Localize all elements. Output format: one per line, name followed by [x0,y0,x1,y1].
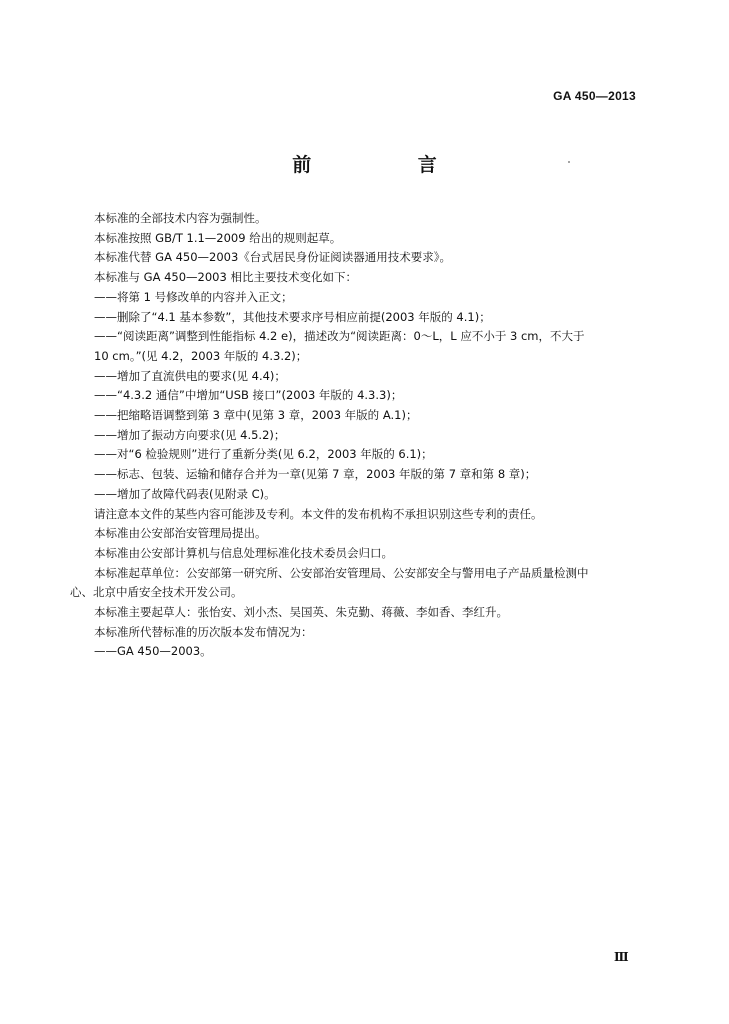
paragraph-patent-notice: 请注意本文件的某些内容可能涉及专利。本文件的发布机构不承担识别这些专利的责任。 [94,506,543,521]
foreword-body [70,209,638,662]
change-item: ——增加了故障代码表(见附录 C)。 [94,486,276,501]
standard-code: GA 450—2013 [553,89,636,103]
change-item: ——“阅读距离”调整到性能指标 4.2 e)，描述改为“阅读距离：0～L，L 应不小于 3 cm，不大于 [94,329,585,344]
page-number: Ⅲ [614,950,629,964]
change-item: ——删除了“4.1 基本参数”，其他技术要求序号相应前提(2003 年版的 4.1)； [94,309,491,324]
paragraph-drafting-rules: 本标准按照 GB/T 1.1—2009 给出的规则起草。 [94,230,342,245]
change-item: ——将第 1 号修改单的内容并入正文； [94,289,293,304]
paragraph-proposed-by: 本标准由公安部治安管理局提出。 [94,526,267,541]
change-item: ——增加了振动方向要求(见 4.5.2)； [94,427,286,442]
paragraph-history-intro: 本标准所代替标准的历次版本发布情况为： [94,624,313,639]
page-title: 前 言 [292,154,487,176]
change-item: ——“4.3.2 通信”中增加“USB 接口”(2003 年版的 4.3.3)； [94,388,403,403]
paragraph-drafting-units-continued: 心、北京中盾安全技术开发公司。 [70,585,243,600]
change-item: ——把缩略语调整到第 3 章中(见第 3 章，2003 年版的 A.1)； [94,408,418,423]
change-item: ——对“6 检验规则”进行了重新分类(见 6.2，2003 年版的 6.1)； [94,447,433,462]
paragraph-replaces: 本标准代替 GA 450—2003《台式居民身份证阅读器通用技术要求》。 [94,250,452,265]
paragraph-drafting-units: 本标准起草单位：公安部第一研究所、公安部治安管理局、公安部安全与警用电子产品质量检测中 [94,565,589,580]
paragraph-changes-intro: 本标准与 GA 450—2003 相比主要技术变化如下： [94,270,357,285]
paragraph-centralized-by: 本标准由公安部计算机与信息处理标准化技术委员会归口。 [94,545,393,560]
history-item: ——GA 450—2003。 [94,644,212,659]
change-item: ——标志、包装、运输和储存合并为一章(见第 7 章，2003 年版的第 7 章和第 8 章)； [94,467,537,482]
change-item-continued: 10 cm。”(见 4.2，2003 年版的 4.3.2)； [94,348,308,363]
change-item: ——增加了直流供电的要求(见 4.4)； [94,368,286,383]
paragraph-drafters: 本标准主要起草人：张怡安、刘小杰、吴国英、朱克勤、蒋薇、李如香、李红升。 [94,605,508,620]
paragraph-mandatory: 本标准的全部技术内容为强制性。 [94,211,267,225]
